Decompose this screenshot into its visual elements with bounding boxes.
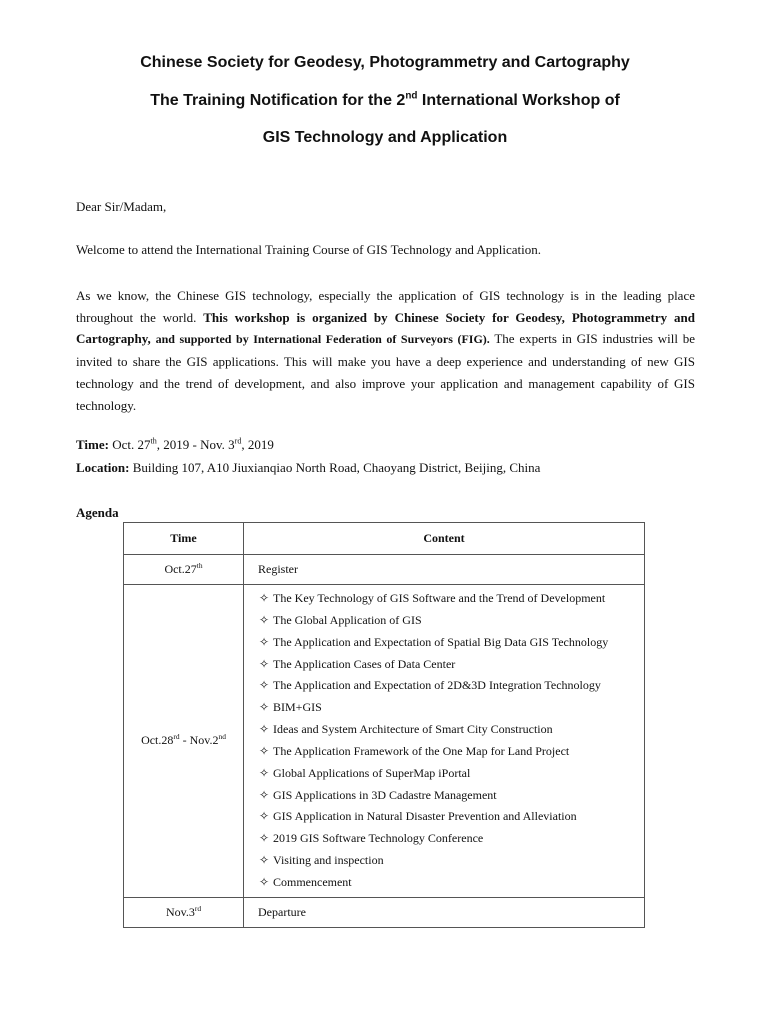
date-text: - Nov.2	[179, 733, 219, 748]
location-value: Building 107, A10 Jiuxianqiao North Road, Chaoyang District, Beijing, China	[129, 460, 541, 475]
intro-text: The experts in GIS industries will be invited to share the GIS applications. This will make you have a deep experience and understanding of new GIS technology and the trend of development, and also improve your application and management capability of GIS technology.	[76, 331, 696, 413]
list-item	[259, 588, 644, 610]
ordinal-suffix: nd	[405, 90, 418, 102]
time-label: Time:	[76, 437, 109, 452]
diamond-bullet-icon: ✧	[259, 656, 270, 671]
time-value: , 2019 - Nov. 3	[156, 437, 235, 452]
event-location	[76, 460, 695, 476]
list-item	[259, 632, 644, 654]
agenda-item-text: Ideas and System Architecture of Smart City Construction	[273, 722, 553, 737]
diamond-bullet-icon: ✧	[259, 722, 270, 737]
content-cell: Departure	[244, 897, 645, 927]
time-cell	[124, 585, 244, 898]
agenda-item-text: GIS Application in Natural Disaster Prevention and Alleviation	[273, 809, 577, 824]
agenda-item-list	[259, 585, 644, 897]
notification-title	[0, 92, 770, 110]
agenda-item-text: Visiting and inspection	[273, 853, 384, 868]
time-column-header: Time	[124, 523, 244, 555]
agenda-item-text: GIS Applications in 3D Cadastre Management	[273, 787, 497, 802]
time-cell	[124, 897, 244, 927]
agenda-item-text: The Global Application of GIS	[273, 612, 422, 627]
date-text: Oct.27	[164, 562, 197, 576]
list-item	[259, 654, 644, 676]
content-cell: Register	[244, 555, 645, 585]
event-time	[76, 437, 695, 453]
list-item	[259, 675, 644, 697]
list-item	[259, 741, 644, 763]
notification-title-text: International Workshop of	[417, 92, 620, 109]
diamond-bullet-icon: ✧	[259, 678, 270, 693]
organization-title: Chinese Society for Geodesy, Photogrammetry and Cartography	[140, 54, 630, 71]
content-cell	[244, 585, 645, 898]
ordinal-suffix: th	[150, 436, 157, 446]
date-text: Oct.28	[141, 733, 174, 748]
list-item	[259, 763, 644, 785]
list-item	[259, 697, 644, 719]
agenda-item-text: The Key Technology of GIS Software and the Trend of Development	[273, 591, 606, 605]
intro-paragraph	[76, 285, 695, 416]
table-row	[124, 897, 645, 927]
diamond-bullet-icon: ✧	[259, 874, 270, 889]
content-column-header: Content	[244, 523, 645, 555]
date-text: Nov.3	[165, 904, 195, 919]
time-value: , 2019	[241, 437, 274, 452]
agenda-item-text: The Application Cases of Data Center	[273, 656, 456, 671]
diamond-bullet-icon: ✧	[259, 612, 270, 627]
table-header-row	[124, 523, 645, 555]
list-item	[259, 806, 644, 828]
table-row	[124, 555, 645, 585]
diamond-bullet-icon: ✧	[259, 787, 270, 802]
organizer-statement: This workshop is organized by Chinese Society for Geodesy, Photogrammetry and Cartography,	[76, 309, 695, 347]
diamond-bullet-icon: ✧	[259, 743, 270, 758]
diamond-bullet-icon: ✧	[259, 831, 270, 846]
agenda-item-text: BIM+GIS	[273, 700, 322, 715]
greeting: Dear Sir/Madam,	[76, 199, 167, 214]
ordinal-suffix: rd	[173, 732, 180, 742]
ordinal-suffix: rd	[234, 436, 242, 446]
diamond-bullet-icon: ✧	[259, 591, 270, 605]
ordinal-suffix: th	[196, 561, 203, 570]
notification-title-text: The Training Notification for the 2	[150, 92, 406, 109]
list-item	[259, 610, 644, 632]
table-row	[124, 585, 645, 898]
diamond-bullet-icon: ✧	[259, 700, 270, 715]
diamond-bullet-icon: ✧	[259, 634, 270, 649]
time-cell	[124, 555, 244, 585]
intro-text: As we know, the Chinese GIS technology, especially the application of GIS technology is in the leading place throughout the world.	[76, 288, 695, 325]
diamond-bullet-icon: ✧	[259, 809, 270, 824]
agenda-item-text: The Application and Expectation of 2D&3D Integration Technology	[273, 678, 601, 693]
time-value: Oct. 27	[108, 437, 151, 452]
diamond-bullet-icon: ✧	[259, 853, 270, 868]
agenda-item-text: 2019 GIS Software Technology Conference	[273, 831, 484, 846]
agenda-table	[123, 522, 645, 928]
agenda-heading: Agenda	[76, 505, 119, 520]
ordinal-suffix: rd	[194, 903, 202, 913]
welcome-sentence: Welcome to attend the International Training Course of GIS Technology and Application.	[76, 242, 541, 257]
list-item	[259, 850, 644, 872]
list-item	[259, 828, 644, 850]
agenda-item-text: The Application Framework of the One Map for Land Project	[273, 743, 570, 758]
diamond-bullet-icon: ✧	[259, 765, 270, 780]
ordinal-suffix: nd	[218, 732, 226, 742]
list-item	[259, 785, 644, 807]
list-item	[259, 872, 644, 894]
agenda-item-text: The Application and Expectation of Spatial Big Data GIS Technology	[273, 634, 609, 649]
supporter-statement: and supported by International Federation of Surveyors (FIG).	[155, 332, 490, 347]
agenda-item-text: Global Applications of SuperMap iPortal	[273, 765, 471, 780]
workshop-title: GIS Technology and Application	[262, 129, 508, 146]
list-item	[259, 719, 644, 741]
agenda-item-text: Commencement	[273, 874, 352, 889]
location-label: Location:	[76, 460, 130, 475]
